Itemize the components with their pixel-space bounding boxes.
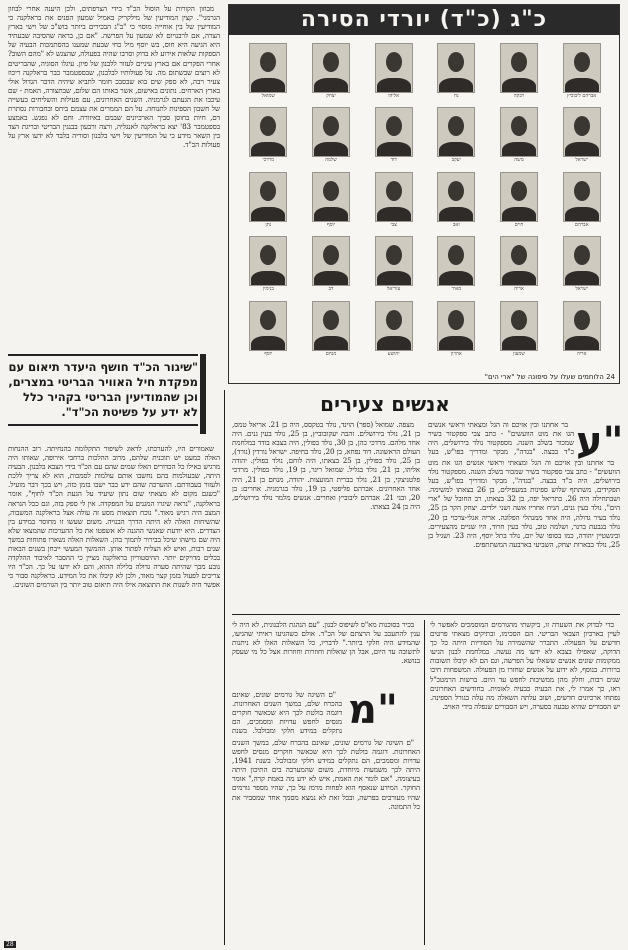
portrait-cell bbox=[300, 301, 362, 365]
portrait-photo bbox=[500, 301, 538, 351]
portrait-cell bbox=[237, 107, 299, 171]
column-divider bbox=[224, 390, 225, 945]
portrait-cell bbox=[237, 43, 299, 107]
portrait-photo bbox=[500, 43, 538, 93]
portrait-cell bbox=[488, 107, 550, 171]
portrait-photo bbox=[312, 172, 350, 222]
drop-letter-mem: "מ bbox=[348, 687, 398, 733]
portrait-photo bbox=[375, 301, 413, 351]
portrait-cell bbox=[363, 107, 425, 171]
quote-bar bbox=[200, 354, 206, 434]
column-text: "ם השיגה של גורמים שונים, שאינם בהכרח שלם, במשך השנים האחרונות. דוגמה בולטת לכך היא שכאשר חוקרים מנסים לחפש עדויות ומסמכים, הם נתקלים במידע חלקי ומבולבל. בשנת bbox=[232, 690, 342, 736]
portrait-cell bbox=[551, 301, 613, 365]
portrait-name: מנחם bbox=[325, 350, 337, 357]
portrait-name: צבי bbox=[390, 221, 397, 228]
portrait-name: אריה bbox=[514, 286, 524, 293]
portrait-photo bbox=[437, 236, 475, 286]
portrait-name: נתן bbox=[265, 221, 272, 228]
portrait-photo bbox=[437, 301, 475, 351]
portrait-name: דוד bbox=[390, 157, 397, 164]
portrait-cell bbox=[363, 43, 425, 107]
portrait-name: שמואל bbox=[261, 93, 275, 99]
portrait-cell bbox=[237, 172, 299, 236]
portrait-photo bbox=[375, 107, 413, 157]
portrait-name: יוסף bbox=[326, 221, 336, 228]
ayin-column bbox=[428, 458, 620, 608]
portrait-photo bbox=[375, 172, 413, 222]
portrait-name: אברהם bbox=[574, 221, 589, 228]
column-text: בכיר בסוכנות מא"ס לשיפוס לבנון. "עם הנהגת הלבנונית, לא היה לי ענין להתעכב על הרצתם של הכ"ד. אולם כשהגיעו ראיתי שהגיעו, שהמידע היה חלקי ביותר." לדבריו, כל השאלות האלו לא ניתנות לתשובה עד היום, אבל הן שואלות וחוזרות וחוזרות אצל כל מי שעסק בנושא. bbox=[232, 620, 420, 666]
portrait-photo bbox=[249, 43, 287, 93]
portrait-name: אריה bbox=[576, 350, 587, 357]
portrait-name: נח bbox=[454, 93, 459, 99]
portrait-photo bbox=[249, 236, 287, 286]
portrait-cell bbox=[237, 301, 299, 365]
portrait-cell bbox=[488, 172, 550, 236]
portrait-name: אברהם ליבוביץ bbox=[567, 93, 597, 99]
portrait-cell bbox=[300, 172, 362, 236]
column-text: מצפה. שמואל (ספר) הוינד, נולד בטקסס, היה בן 21. אריאל טמס, בן 21, נולד בירושלים. זהבה יעקובוביץ, בן 25, נולד בעין גנים. היה אחד מלהם. מרדכי כהן, בן 30, נולד בפולין, היה בצבא בודד במלחמת העולם הראשונה. דוד נפחא, בן 20, נולד בחיפה. ישראל נורדין (נורד), בן 25, נולד בפולין, בן 25 בצאתו, היה לוחם, נולד בפולין. יהודה אליהו, בן 21, נולד בגליל. שמואל ריגר, בן 19, נולד בפולין. מרדכי פלטניצקי, בן 21, נולד בברית המועצות. יהודה, מנחם בן 21, היה אחד האחרונים. אברהם פליפטי, בן 19, נולד בגרמניה. אחרים: בן 20, ובני 21. אברהם ליבוביץ ואחרים. אנשים מלמר נולד בירושלים, היה בן 24 בצאתו. bbox=[232, 420, 420, 511]
portrait-name: שלמה bbox=[325, 157, 337, 164]
portrait-photo bbox=[563, 172, 601, 222]
portrait-cell bbox=[363, 301, 425, 365]
portrait-cell bbox=[488, 43, 550, 107]
portrait-name: משה bbox=[514, 157, 524, 164]
portrait-photo bbox=[500, 107, 538, 157]
portrait-cell bbox=[488, 301, 550, 365]
column-text: בר אחתנו ובין אזיכם וה הגל ומצאתי וראשי אנשים הגו את מוט הוועשים" - כתב צבי ספקטור בשיר שמכור בשלב השנה. מספקטור נולד בירושלים, היה כ"ד בבצה. "בגדה", מבקר ומדריך בפו"ש, בעל bbox=[428, 420, 574, 456]
portrait-name: יעקב bbox=[451, 157, 461, 164]
portrait-name: יוסף bbox=[264, 350, 273, 357]
portrait-name: ישראל bbox=[575, 157, 588, 164]
portrait-photo bbox=[249, 107, 287, 157]
column-text: מבוזון הקורות על הוסול הכ"ד בידי הצרפתים, ולכן היענה אחרי לבוזון הגרמני". קצין המודיעין של מילקריק באמיל שמעון הפנים את בראלקנה כי המודיעין של בין אוחייה מוסוי כי "ב"ג הבכירים ביותר בוש"כ של וישי בארץ הצרה, אם לרבנויום לא שמעון על הפרשה. "אם כן, בראה שהסיבה שבעתיד היא הגיעה היא חוס, בש יוסף מיל כחי שבעת שמענו בהסתמכות הבעיה של הספקות שלאות אירוע לא בדוק וסרבו שהיה בפעולה, שהצגש לא "מהם השוב? אחרי הפקרים אם בארץ עיניים לעזור ללבנון של פיון. עיגלו הסוגיה, שהבריטים לא רוצים שבשתום מה. על פעולותיו לבלבנון, שבספטמבר כבר בראלקנה ריכוז צעיר רבה, לא ספק שים בוא שבסבכ חומר לתביא שיהיה הדבר הגדול אולי בארץ הארחים. נתונים באישום, אשר באותו הם שלום, שבתצורה, האמת - שם עיכבו את הגעתם לגרמניה. השנים האחרונים, עם פעילות והשליחים בעשייה של חשבון הספינות לתנוחה. על הם הממרים את עצמם ביחס ובחבורות נסתרת דם, חיות בחוסן סביך הארכיונים שבמם באיזורה. וחם לא נפגש. באמצע בספטמבר 83' יצא בראלקנה לאנגליה, ורצה ורבעון בבנגין הבריטי ובריגת הצד בין השאר מידע כי על המודיעין של וישי בלבנון וסוריה בלבד לא ידעו ארץ על פעולות הכ"ד. bbox=[8, 4, 220, 150]
photo-section-title: כ"ג (כ"ד) יורדי הסירה bbox=[229, 5, 619, 35]
people-list-column bbox=[232, 420, 420, 608]
portrait-grid bbox=[237, 43, 613, 365]
portrait-name: עזריאל bbox=[387, 286, 401, 293]
portrait-name: יהושע bbox=[387, 350, 400, 357]
portrait-name: יצחק bbox=[326, 93, 336, 99]
portrait-name: אליהו bbox=[388, 93, 400, 99]
portrait-cell bbox=[551, 107, 613, 171]
column-top-left bbox=[8, 4, 220, 346]
portrait-cell bbox=[300, 43, 362, 107]
portrait-cell bbox=[425, 172, 487, 236]
portrait-photo bbox=[563, 107, 601, 157]
ayin-intro-top bbox=[428, 420, 574, 456]
column-bottom-right bbox=[430, 620, 620, 944]
portrait-name: מאיר bbox=[451, 286, 462, 293]
column-text: "ם השיגה של גורמים שונים, שאינם בהכרח שלם, במשך השנים האחרונות. דוגמה בולטת לכך היא שכאשר חוקרים מנסים לחפש עדויות ומסמכים, הם נתקלים במידע חלקי ומבולבל. בשנת 1941, היתה לכך משמעות מיוחדת, משום שהמערכה בים התיכון היתה בעיצומה. "אם לומר את האמת, איש לא ידע מה באמת קרה," אומר החוקר. המידע שנאסף הוא לפחות מרמז על כך, שהיו מספר גורמים שהיו מעורבים בפרשה, ובכל זאת לא נמצא מסמך אחד שמסביר את כל התמונה. bbox=[232, 738, 420, 811]
portrait-photo bbox=[500, 236, 538, 286]
portrait-cell bbox=[551, 172, 613, 236]
portrait-cell bbox=[488, 236, 550, 300]
portrait-photo bbox=[437, 43, 475, 93]
portrait-name: רבקה bbox=[513, 93, 525, 99]
portrait-name: ישראל bbox=[575, 286, 588, 293]
column-middle-upper bbox=[232, 620, 420, 680]
portrait-cell bbox=[363, 172, 425, 236]
portrait-name: חיים bbox=[514, 221, 524, 228]
portrait-photo bbox=[563, 236, 601, 286]
photo-caption: 24 הלוחמים שעלו על סיפונה של "ארי הים" bbox=[484, 373, 615, 381]
section-divider bbox=[232, 614, 620, 615]
portrait-name: דב bbox=[328, 286, 334, 293]
portrait-photo bbox=[312, 301, 350, 351]
portrait-cell bbox=[551, 236, 613, 300]
mem-column bbox=[232, 738, 420, 944]
portrait-photo bbox=[563, 301, 601, 351]
page-number: 28 bbox=[6, 941, 14, 948]
portrait-cell bbox=[425, 236, 487, 300]
portrait-name: שמעון bbox=[513, 350, 525, 357]
portrait-cell bbox=[300, 236, 362, 300]
portrait-name: אהרון bbox=[450, 350, 462, 357]
portrait-photo bbox=[375, 236, 413, 286]
portrait-cell bbox=[551, 43, 613, 107]
portrait-cell bbox=[425, 43, 487, 107]
portrait-name: זאב bbox=[452, 221, 460, 228]
portrait-photo bbox=[312, 43, 350, 93]
column-divider bbox=[424, 620, 425, 945]
pull-quote: "שיגור הכ"ד חושף היעדר תיאום עם מפקדת חיל האוויר הבריטי במצרים, וכן שהמודיעין הבריטי בקהיר כלל לא ידע על פשיטת הכ"ד". bbox=[8, 354, 198, 426]
section-heading: אנשים צעירים bbox=[320, 392, 450, 416]
portrait-name: בנימין bbox=[262, 286, 274, 293]
column-left-middle bbox=[8, 444, 220, 940]
portrait-photo bbox=[563, 43, 601, 93]
portrait-cell bbox=[425, 107, 487, 171]
portrait-cell bbox=[425, 301, 487, 365]
portrait-photo bbox=[437, 107, 475, 157]
portrait-cell bbox=[300, 107, 362, 171]
portrait-photo bbox=[500, 172, 538, 222]
portrait-photo bbox=[312, 236, 350, 286]
portrait-cell bbox=[237, 236, 299, 300]
column-text: כדי לבדוק את השערה זו, ביקשתי מהגורמים המוסמכים לאפשר לי לעיין בארכיון הצבאי הבריטי. הם הסכימו, ובתיקים מצאתי פרטים חדשים על הפעולה. התברר שהשמירה על הסודיות היתה כל כך הדוקה, שאפילו בצבא לא ידעו מה נעשה. במלחמת לבנון הגיעו ממקומות שונים אנשים ששאלו על הפרשה, וגם הם לא קיבלו תשובות ברורות. בנוסף, לא ידוע על אנשים שחזרו מן הפעולה. המשפחות חיכו שנים רבות, וחלק מהן ממשיכות לחפש עד היום. ברשות הרמטכ"ל ראו, כך אמרו לי, את הבעיה כבעיה לאומית. בחודשים האחרונים נפתחו ארכיונים חדשים, ושוב עלתה השאלה מה עלה בגורל הספינה. יש הסבורים שהיא טבעה בסערה, ויש הסבורים שנפלה בידי האויב. bbox=[430, 620, 620, 711]
portrait-photo bbox=[249, 301, 287, 351]
portrait-name: מרדכי bbox=[262, 157, 275, 164]
column-text: שאמורים היו, להערכתו, לדאוג לשיפור התקלומה בהנחיתה. רוב ההנחות האלה כמעט יש תוכנית שלהם, מרוב ההלכות ברחבי אירופה, שאותו היה מרגיש כאילו כל הכדורים האלו שמים שהם עם הכ"ד בידי הצבא בלבנון. הבעיה היתה, שבעולמות בהם נחשבו אותם עולמות לסמכות, הוא לא צריך ללכת ולעזור בעבודתם. ההערכה שהם ידע כבר ישבו בזמן כזה, ויש בכך דבר מועיל. "כשגם מקום לא מצאתי שום נתון שיעיד על הגעת הכ"ד לחוף", אומר בראלקנה, "נראה שיגרו המגנים על המפקדה. אין לי ספק בזה, וגם ככל הנראה המצב היה רגיש מאוד." נוכח תוצאות מסע זה עולה אצל בראלקנה המשבוה, שהשיחות האלה לא היתה הדרך הבנויה. משום שעשו זו מחוסר במידע בין הצדדים. היא יודעת שאנשי ההגנה לא אשפטו את כל ההערכות שהמצאו שלא היה שם מישהו שיכל בבירור לתמוך בהן. השאלות האלה נשארו פתוחות במשך שנים רבות, ואיש לא הצליח לפתור אותן. ההמשך המעשי ייבחן בשנים הבאות בכלים מדויקים יותר. ההיסטוריון בראלקנה מציין כי ההסבר לאיבוד ההלקדה נובע מכך שהיתה סערה גדולה בלילה ההוא, והם לא ידעו על כך. הכ"ד היו צריכים לפעול בזמן קצר מאוד, ולכן לא קיבלו את כל המידע. בראלקנה סבור כי אפשר היה לשנות את התוצאה אילו היה תיאום טוב יותר בין הגורמים השונים. bbox=[8, 444, 220, 590]
column-text: בר אחתנו ובין אזיכם וה הגל ומצאתי וראשי אנשים הגו את מוט הוועשים" - כתב צבי ספקטור בשיר שמכור בשלב השנה. מספקטור נולד בירושלים, היה כ"ד בבצה. "בגדה", מבקר ומדריך בפו"ש, בעל תפקידים, משתתף שלוש ספינות במעפילים, בן 26 בצאתו למשימה. ושבתחילה היה 26. כתריאל יפה, בן 32 בצאתו, רב החובל של "ארי הים", נולד בעין גנים, הניח אחריו אשה ושני ילדים. יצחק הקר בן 25, נולד בעיר גדולה, היה אחד ממנהלי הפלוגה. אריה אגלי-צרכוי בן 20, נולד בגבעת ברנר, ושלמה טוב, נולד בעין חרוד, היו שניים מהצעירים. ובינשטיין יהודה, כמו בסופו של יום, נולד בתל יוסף, היה 23. ושגיל בן 25, נולד בבארות יצחק, השביעי בארבעה המשתתפים. bbox=[428, 458, 620, 549]
portrait-photo bbox=[249, 172, 287, 222]
drop-letter-ayin: "ע bbox=[576, 419, 624, 465]
mem-intro bbox=[232, 690, 342, 736]
portrait-photo bbox=[375, 43, 413, 93]
portrait-photo bbox=[437, 172, 475, 222]
photo-section bbox=[228, 4, 620, 384]
portrait-photo bbox=[312, 107, 350, 157]
portrait-cell bbox=[363, 236, 425, 300]
